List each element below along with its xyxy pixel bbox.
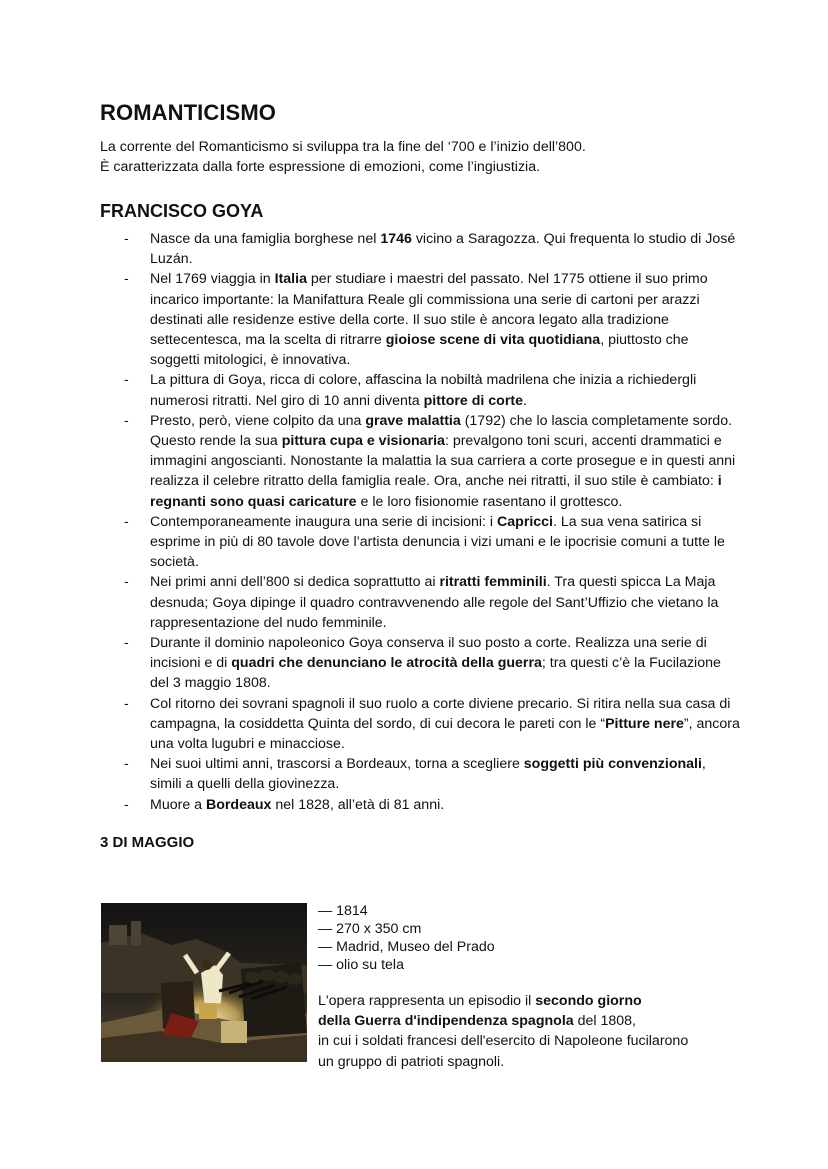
- artwork-title: 3 DI MAGGIO: [100, 833, 195, 851]
- biography-item: - Contemporaneamente inaugura una serie di incisioni: i Capricci. La sua vena satirica si esprime in più di 80 tavole dove l’artista denuncia i vizi umani e le ipocrisie comuni a tutte le società.: [124, 513, 725, 571]
- painting-image: [101, 903, 307, 1062]
- bullet-dash: -: [124, 372, 129, 389]
- intro-paragraph: [100, 137, 740, 177]
- bullet-dash: -: [124, 412, 129, 429]
- bold-phrase: grave malattia: [365, 412, 461, 429]
- biography-item: - Nei primi anni dell’800 si dedica soprattutto ai ritratti femminili. Tra questi spicca La Maja desnuda; Goya dipinge il quadro contravvenendo alle regole del Sant’Uffizio che vietano la rappresentazione del nudo femminile.: [124, 574, 719, 631]
- biography-item: - Col ritorno dei sovrani spagnoli il suo ruolo a corte diviene precario. Si ritira nella sua casa di campagna, la cosiddetta Quinta del sordo, di cui decora le pareti con le “Pitture nere”, ancora una volta lugubri e minacciose.: [124, 695, 740, 753]
- bullet-dash: -: [124, 574, 129, 591]
- biography-item: - La pittura di Goya, ricca di colore, affascina la nobiltà madrilena che inizia a richiedergli numerosi ritratti. Nel giro di 10 anni diventa pittore di corte.: [124, 372, 697, 409]
- bold-phrase: pittura cupa e visionaria: [281, 433, 445, 450]
- bullet-dash: -: [124, 695, 129, 712]
- bullet-dash: -: [124, 756, 129, 773]
- biography-item: - Muore a Bordeaux nel 1828, all’età di 81 anni.: [100, 795, 740, 815]
- bold-phrase: Pitture nere: [605, 715, 684, 732]
- bullet-dash: -: [124, 635, 129, 652]
- artwork-description: L'opera rappresenta un episodio il secondo giorno della Guerra d'indipendenza spagnola del 1808, in cui i soldati francesi dell'esercito di Napoleone fucilarono un gruppo di patrioti spagnoli.: [318, 993, 689, 1070]
- intro-line: La corrente del Romanticismo si sviluppa tra la fine del ‘700 e l’inizio dell’800.: [100, 139, 586, 155]
- bold-phrase: 1746: [380, 231, 412, 247]
- intro-line: È caratterizzata dalla forte espressione di emozioni, come l’ingiustizia.: [100, 159, 541, 175]
- bullet-dash: -: [124, 271, 129, 288]
- artwork-location: — Madrid, Museo del Prado: [318, 939, 495, 955]
- document-page: [100, 99, 740, 853]
- bullet-dash: -: [124, 796, 129, 813]
- biography-list: [100, 229, 740, 815]
- bold-phrase: soggetti più convenzionali: [523, 756, 702, 773]
- bullet-dash: -: [124, 513, 129, 530]
- biography-item: - Durante il dominio napoleonico Goya conserva il suo posto a corte. Realizza una serie di incisioni e di quadri che denunciano le atrocità della guerra; tra questi c’è la Fucilazione del 3 maggio 1808.: [124, 635, 721, 692]
- biography-item: - Nasce da una famiglia borghese nel 1746 vicino a Saragozza. Qui frequenta lo studio di José Luzán.: [124, 231, 736, 268]
- bullet-dash: -: [124, 231, 129, 247]
- painting-thumbnail-icon: [101, 903, 307, 1062]
- artwork-dimensions: — 270 x 350 cm: [318, 921, 422, 937]
- bold-phrase: ritratti femminili: [439, 574, 547, 591]
- section-title-goya: FRANCISCO GOYA: [100, 201, 264, 221]
- artwork-year: — 1814: [318, 903, 368, 919]
- bold-phrase: Capricci: [497, 513, 554, 530]
- bold-phrase: i regnanti sono quasi caricature: [150, 473, 722, 510]
- bold-phrase: secondo giorno: [535, 993, 642, 1009]
- artwork-technique: — olio su tela: [318, 957, 404, 973]
- bold-phrase: Bordeaux: [206, 796, 272, 813]
- bold-phrase: gioiose scene di vita quotidiana: [385, 332, 601, 349]
- bold-phrase: della Guerra d'indipendenza spagnola: [318, 1013, 574, 1030]
- biography-item: - Nei suoi ultimi anni, trascorsi a Bordeaux, torna a scegliere soggetti più convenzionali, simili a quelli della giovinezza.: [124, 756, 706, 793]
- bold-phrase: Italia: [274, 271, 307, 288]
- biography-item: - Presto, però, viene colpito da una grave malattia (1792) che lo lascia completamente sordo. Questo rende la sua pittura cupa e visionaria: prevalgono toni scuri, accenti drammatici e immagini angoscianti. Nonostante la malattia la sua carriera a corte prosegue e in questi anni realizza il celebre ritratto della famiglia reale. Ora, anche nei ritratti, il suo stile è cambiato: i regnanti sono quasi caricature e le loro fisionomie rasentano il grottesco.: [124, 412, 736, 510]
- artwork-facts: [318, 902, 748, 974]
- biography-item: - Nel 1769 viaggia in Italia per studiare i maestri del passato. Nel 1775 ottiene il suo primo incarico importante: la Manifattura Reale gli commissiona una serie di cartoni per arazzi destinati alle residenze estive della corte. Il suo stile è ancora legato alla tradizione settecentesca, ma la scelta di ritrarre gioiose scene di vita quotidiana, piuttosto che soggetti mitologici, è innovativa.: [124, 271, 708, 369]
- artwork-details: [318, 902, 748, 1072]
- bold-phrase: quadri che denunciano le atrocità della guerra: [231, 655, 542, 672]
- page-title: ROMANTICISMO: [100, 100, 276, 125]
- bold-phrase: pittore di corte: [423, 392, 523, 409]
